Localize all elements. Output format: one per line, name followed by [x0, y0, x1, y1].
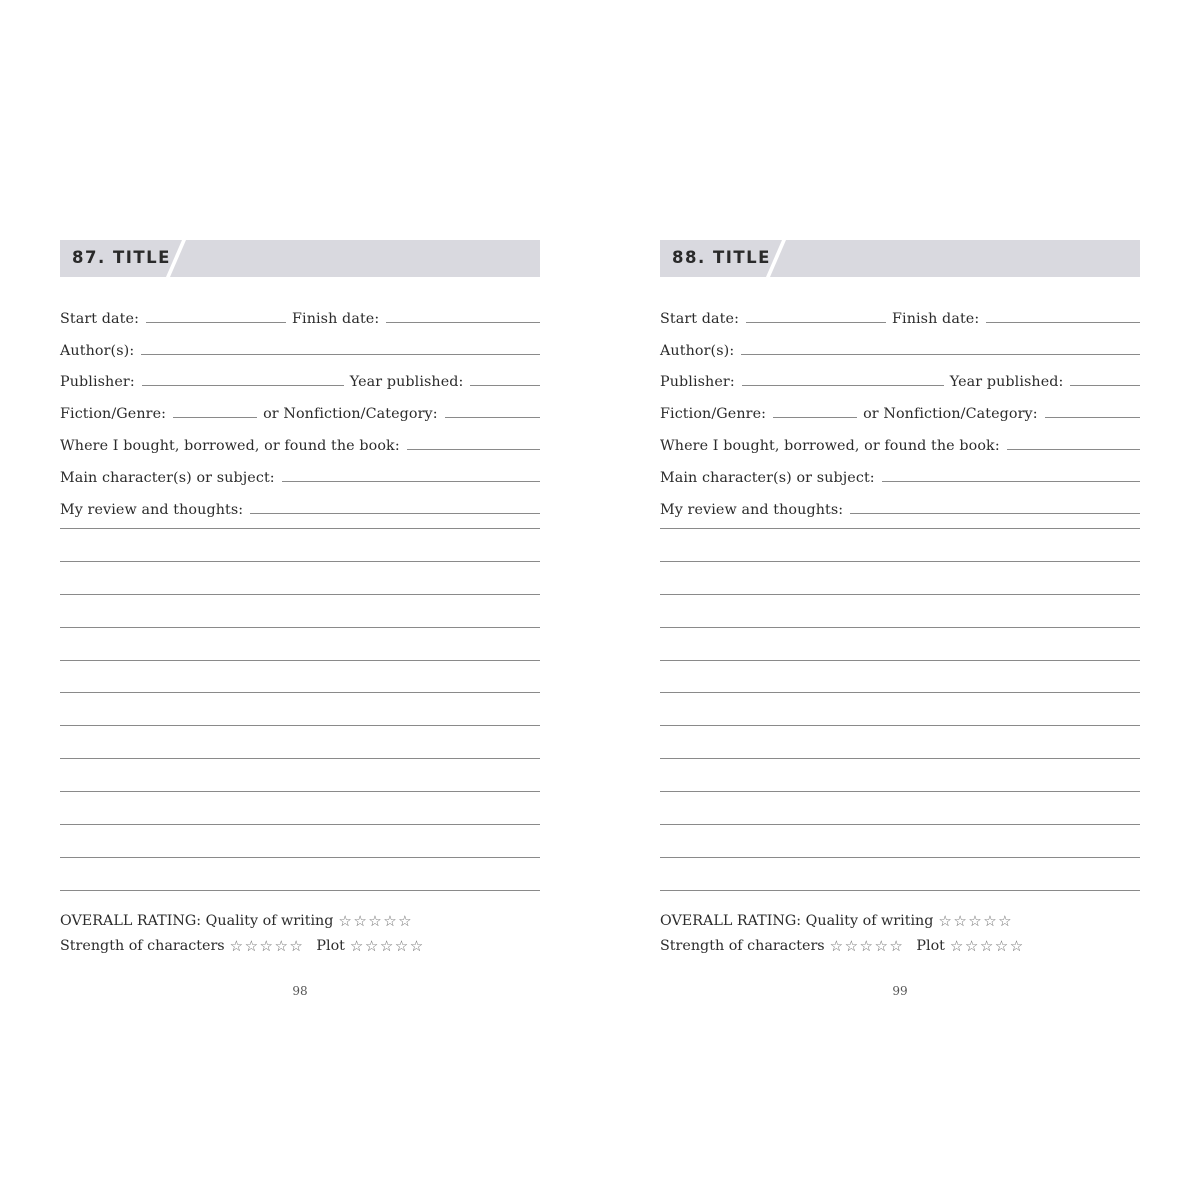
quality-label: Quality of writing [805, 912, 934, 929]
review-lines[interactable] [60, 498, 540, 891]
review-line[interactable] [660, 692, 1140, 693]
overall-rating-label: OVERALL RATING: [60, 912, 202, 929]
review-line[interactable] [60, 725, 540, 726]
genre-row [660, 390, 1140, 422]
publisher-field[interactable] [742, 385, 944, 386]
plot-label: Plot [916, 937, 945, 954]
where-found-label: Where I bought, borrowed, or found the book: [660, 437, 1000, 454]
authors-label: Author(s): [660, 342, 735, 359]
review-line[interactable] [60, 528, 540, 529]
review-line[interactable] [60, 857, 540, 858]
fiction-genre-label: Fiction/Genre: [660, 406, 767, 423]
nonfiction-category-field[interactable] [445, 417, 540, 418]
review-line[interactable] [60, 594, 540, 595]
review-line[interactable] [660, 627, 1140, 628]
rating-row-2 [660, 933, 1140, 958]
review-line[interactable] [660, 594, 1140, 595]
start-date-label: Start date: [660, 310, 739, 327]
start-date-label: Start date: [60, 310, 139, 327]
quality-stars-icon[interactable]: ☆☆☆☆☆ [938, 911, 1014, 930]
journal-page-right [660, 240, 1140, 998]
review-line[interactable] [60, 890, 540, 891]
fiction-genre-label: Fiction/Genre: [60, 406, 167, 423]
review-line[interactable] [660, 528, 1140, 529]
publisher-row [60, 359, 540, 391]
main-characters-row [660, 454, 1140, 486]
dates-row [660, 295, 1140, 327]
publisher-row [660, 359, 1140, 391]
finish-date-field[interactable] [386, 322, 540, 323]
start-date-field[interactable] [146, 322, 286, 323]
review-label: My review and thoughts: [660, 501, 844, 518]
year-published-field[interactable] [470, 385, 540, 386]
strength-stars-icon[interactable]: ☆☆☆☆☆ [829, 936, 905, 955]
entry-header [60, 240, 540, 277]
rating-row-1 [60, 908, 540, 933]
quality-stars-icon[interactable]: ☆☆☆☆☆ [338, 911, 414, 930]
authors-row [60, 327, 540, 359]
publisher-label: Publisher: [660, 374, 735, 391]
review-line[interactable] [660, 890, 1140, 891]
review-line[interactable] [60, 824, 540, 825]
review-line[interactable] [60, 692, 540, 693]
plot-stars-icon[interactable]: ☆☆☆☆☆ [349, 936, 425, 955]
authors-row [660, 327, 1140, 359]
authors-label: Author(s): [60, 342, 135, 359]
publisher-label: Publisher: [60, 374, 135, 391]
year-published-label: Year published: [349, 374, 464, 391]
genre-row [60, 390, 540, 422]
entry-fields [660, 295, 1140, 518]
rating-row-1 [660, 908, 1140, 933]
dates-row [60, 295, 540, 327]
fiction-genre-field[interactable] [173, 417, 257, 418]
fiction-genre-field[interactable] [773, 417, 857, 418]
main-characters-label: Main character(s) or subject: [60, 469, 275, 486]
review-lines[interactable] [660, 498, 1140, 891]
year-published-label: Year published: [949, 374, 1064, 391]
review-line[interactable] [60, 627, 540, 628]
where-found-label: Where I bought, borrowed, or found the book: [60, 437, 400, 454]
nonfiction-category-label: or Nonfiction/Category: [263, 406, 438, 423]
review-line[interactable] [660, 857, 1140, 858]
journal-page-left [60, 240, 540, 998]
where-found-row [660, 422, 1140, 454]
finish-date-field[interactable] [986, 322, 1140, 323]
review-line[interactable] [660, 660, 1140, 661]
publisher-field[interactable] [142, 385, 344, 386]
review-line[interactable] [60, 660, 540, 661]
rating-block [60, 908, 540, 958]
entry-header [660, 240, 1140, 277]
review-line[interactable] [660, 725, 1140, 726]
main-characters-field[interactable] [882, 481, 1140, 482]
where-found-row [60, 422, 540, 454]
page-number: 98 [292, 984, 308, 998]
nonfiction-category-field[interactable] [1045, 417, 1140, 418]
authors-field[interactable] [741, 354, 1140, 355]
start-date-field[interactable] [746, 322, 886, 323]
main-characters-label: Main character(s) or subject: [660, 469, 875, 486]
review-line[interactable] [660, 791, 1140, 792]
rating-block [660, 908, 1140, 958]
page-number: 99 [892, 984, 908, 998]
review-line[interactable] [660, 824, 1140, 825]
review-line[interactable] [660, 758, 1140, 759]
finish-date-label: Finish date: [292, 310, 380, 327]
where-found-field[interactable] [407, 449, 540, 450]
plot-stars-icon[interactable]: ☆☆☆☆☆ [949, 936, 1025, 955]
overall-rating-label: OVERALL RATING: [660, 912, 802, 929]
year-published-field[interactable] [1070, 385, 1140, 386]
plot-label: Plot [316, 937, 345, 954]
nonfiction-category-label: or Nonfiction/Category: [863, 406, 1038, 423]
quality-label: Quality of writing [205, 912, 334, 929]
entry-fields [60, 295, 540, 518]
strength-stars-icon[interactable]: ☆☆☆☆☆ [229, 936, 305, 955]
finish-date-label: Finish date: [892, 310, 980, 327]
review-line[interactable] [660, 561, 1140, 562]
strength-label: Strength of characters [660, 937, 825, 954]
review-line[interactable] [60, 561, 540, 562]
main-characters-row [60, 454, 540, 486]
rating-row-2 [60, 933, 540, 958]
authors-field[interactable] [141, 354, 540, 355]
strength-label: Strength of characters [60, 937, 225, 954]
review-line[interactable] [60, 791, 540, 792]
review-label: My review and thoughts: [60, 501, 244, 518]
entry-title: 88. TITLE [672, 248, 771, 267]
main-characters-field[interactable] [282, 481, 540, 482]
review-line[interactable] [60, 758, 540, 759]
entry-title: 87. TITLE [72, 248, 171, 267]
where-found-field[interactable] [1007, 449, 1140, 450]
